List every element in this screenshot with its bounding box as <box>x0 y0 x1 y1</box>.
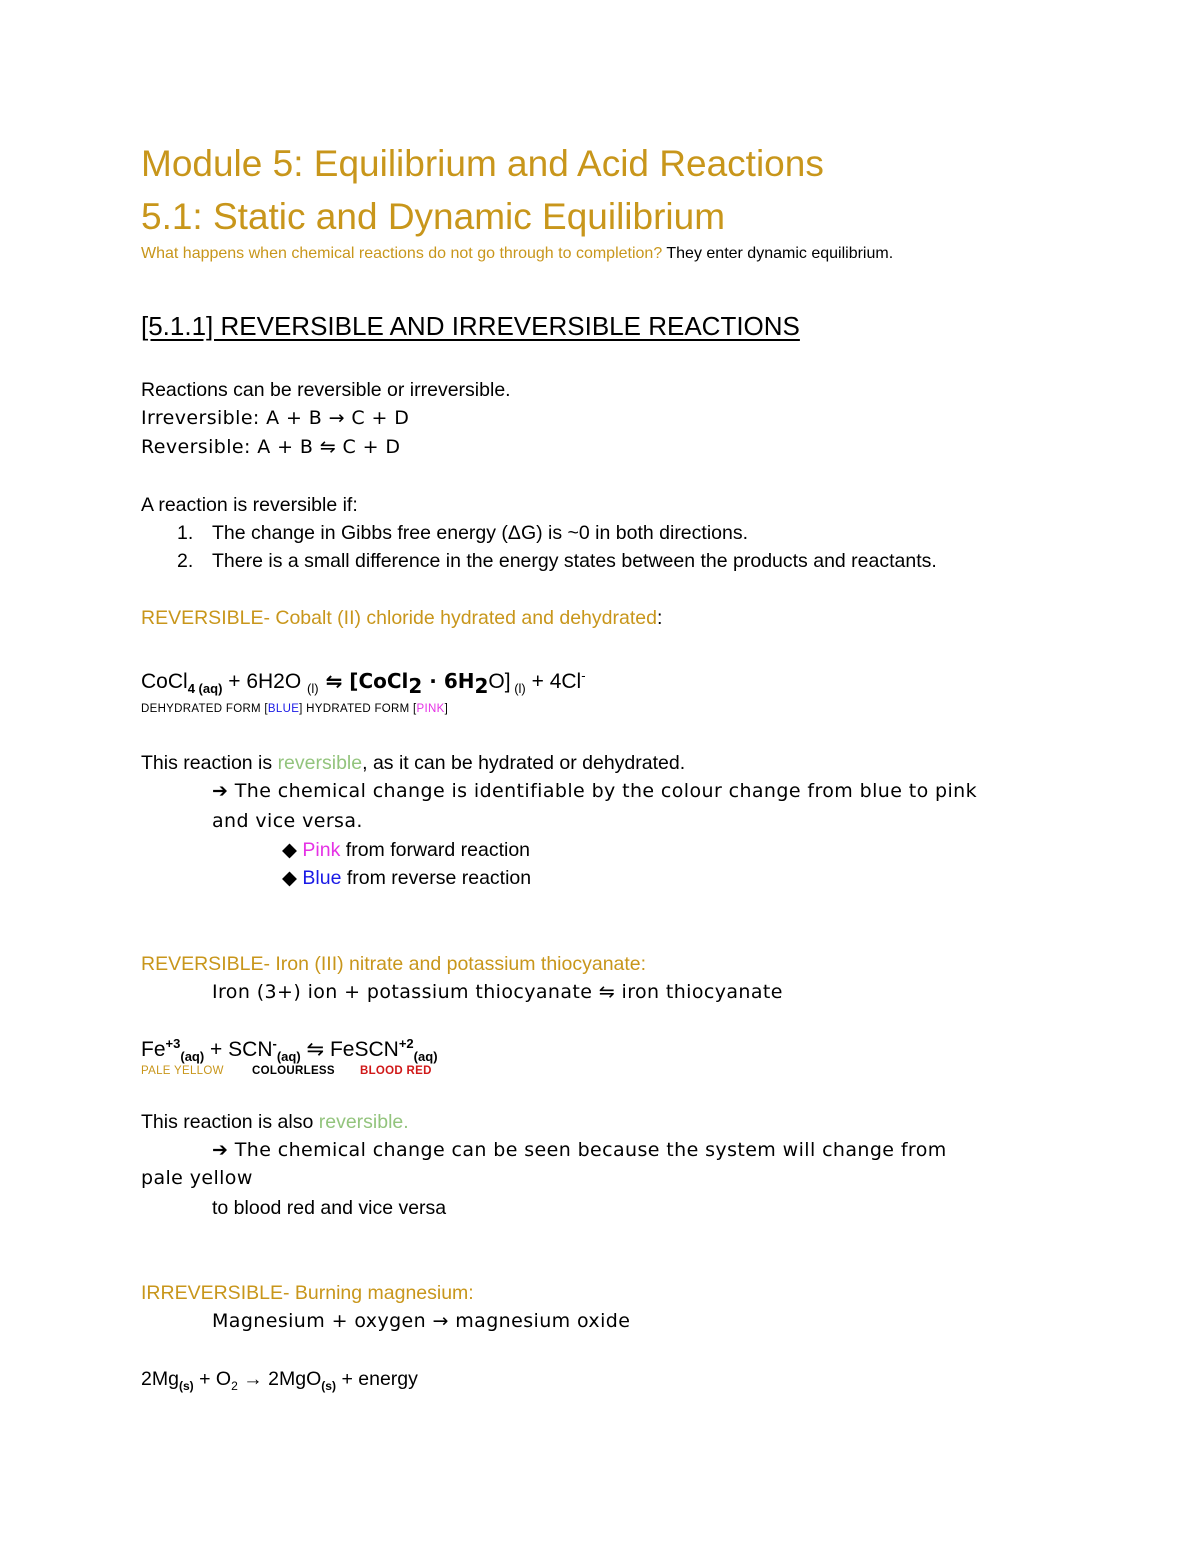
blue-word: Blue <box>302 867 342 889</box>
cobalt-heading-text: REVERSIBLE- Cobalt (II) chloride hydrated and dehydrated <box>141 607 657 629</box>
iron-arrow-line-cont: pale yellow <box>141 1167 253 1189</box>
cobalt-heading <box>141 607 662 630</box>
cobalt-form-labels <box>141 703 448 715</box>
iron-word-equation: Iron (3+) ion + potassium thiocyanate ⇋ iron thiocyanate <box>212 981 783 1003</box>
condition-text: The change in Gibbs free energy (ΔG) is ~0 in both directions. <box>212 522 749 544</box>
eq-term: + 6H2O <box>222 670 308 693</box>
label-pale-yellow: PALE YELLOW <box>141 1065 224 1077</box>
module-title: Module 5: Equilibrium and Acid Reactions <box>141 143 824 184</box>
iron-sentence <box>141 1111 409 1134</box>
pink-word: Pink <box>302 839 341 861</box>
bullet-text: from reverse reaction <box>341 867 532 889</box>
sentence-text: , as it can be hydrated or dehydrated. <box>362 752 686 774</box>
bullet-blue <box>282 866 531 890</box>
iron-arrow-line: ➔ The chemical change can be seen because the system will change from <box>212 1139 947 1161</box>
eq-superscript: +3 <box>165 1036 181 1051</box>
reversible-definition: Reversible: A + B ⇋ C + D <box>141 436 401 458</box>
eq-subscript: 2 <box>474 674 489 699</box>
eq-subscript: (aq) <box>413 1049 438 1065</box>
eq-subscript: 2 <box>408 674 423 699</box>
eq-subscript: (s) <box>178 1378 194 1393</box>
eq-term: + SCN <box>204 1038 273 1061</box>
subsection-title: 5.1: Static and Dynamic Equilibrium <box>141 196 726 237</box>
iron-heading: REVERSIBLE- Iron (III) nitrate and potassium thiocyanate: <box>141 953 647 975</box>
eq-term: Fe <box>141 1038 166 1061</box>
eq-term: + O <box>193 1368 232 1390</box>
eq-subscript: (l) <box>307 681 319 697</box>
condition-text: There is a small difference in the energy states between the products and reactants. <box>212 550 937 572</box>
bullet-pink <box>282 838 530 862</box>
bullet-text: from forward reaction <box>340 839 531 861</box>
eq-superscript: - <box>581 668 586 683</box>
label-blue: BLUE <box>267 703 300 715</box>
sentence-text: This reaction is <box>141 752 278 774</box>
magnesium-heading: IRREVERSIBLE- Burning magnesium: <box>141 1282 474 1304</box>
magnesium-equation <box>141 1368 418 1393</box>
reversible-word: reversible. <box>318 1111 409 1133</box>
eq-term: + energy <box>336 1368 418 1390</box>
eq-subscript: 4 (aq) <box>187 681 223 697</box>
cobalt-sentence <box>141 752 685 775</box>
label-blood-red: BLOOD RED <box>360 1065 432 1077</box>
iron-arrow-line-end: to blood red and vice versa <box>212 1197 447 1219</box>
eq-superscript: +2 <box>398 1036 414 1051</box>
eq-arrow: → <box>237 1368 269 1390</box>
diamond-bullet-icon: ◆ <box>282 867 297 889</box>
irreversible-definition: Irreversible: A + B → C + D <box>141 407 410 429</box>
magnesium-word-equation: Magnesium + oxygen → magnesium oxide <box>212 1310 631 1332</box>
label-close: ] <box>444 703 449 715</box>
eq-subscript: (aq) <box>276 1049 301 1065</box>
eq-subscript: (aq) <box>180 1049 205 1065</box>
eq-term: 2Mg <box>141 1368 179 1390</box>
sentence-text: This reaction is also <box>141 1111 319 1133</box>
label-pink: PINK <box>416 703 445 715</box>
eq-term: CoCl <box>141 670 188 693</box>
diamond-bullet-icon: ◆ <box>282 839 297 861</box>
cobalt-heading-colon: : <box>656 607 663 629</box>
eq-subscript: (l) <box>510 681 526 697</box>
eq-term: O] <box>488 670 511 693</box>
condition-number: 2. <box>177 550 194 572</box>
iron-equation <box>141 1036 438 1064</box>
condition-item <box>177 550 937 573</box>
reversible-if-intro: A reaction is reversible if: <box>141 494 358 516</box>
condition-item <box>177 522 749 545</box>
eq-subscript: 2 <box>231 1378 238 1393</box>
label-dehydrated: DEHYDRATED FORM [ <box>141 703 268 715</box>
eq-term: 2MgO <box>268 1368 322 1390</box>
eq-subscript: (s) <box>321 1378 337 1393</box>
eq-term: [CoCl <box>349 669 409 693</box>
intro-line <box>141 245 893 263</box>
eq-term: + 4Cl <box>525 670 582 693</box>
cobalt-arrow-line: ➔ The chemical change is identifiable by the colour change from blue to pink <box>212 780 978 802</box>
para-reversible-or-irreversible: Reactions can be reversible or irreversible. <box>141 379 511 401</box>
eq-superscript: - <box>272 1036 277 1051</box>
label-hydrated: ] HYDRATED FORM [ <box>299 703 417 715</box>
condition-number: 1. <box>177 522 194 544</box>
eq-arrow: ⇋ <box>318 669 350 693</box>
intro-question: What happens when chemical reactions do not go through to completion? <box>141 245 663 262</box>
cobalt-equation <box>141 668 586 698</box>
cobalt-arrow-line-cont: and vice versa. <box>212 810 363 832</box>
label-colourless: COLOURLESS <box>252 1065 335 1077</box>
reversible-word: reversible <box>277 752 363 774</box>
eq-arrow: ⇋ <box>300 1038 330 1061</box>
eq-term: ⋅ 6H <box>422 669 475 693</box>
intro-answer: They enter dynamic equilibrium. <box>666 245 894 262</box>
section-heading: [5.1.1] REVERSIBLE AND IRREVERSIBLE REACTIONS <box>141 311 800 341</box>
eq-term: FeSCN <box>329 1038 399 1061</box>
